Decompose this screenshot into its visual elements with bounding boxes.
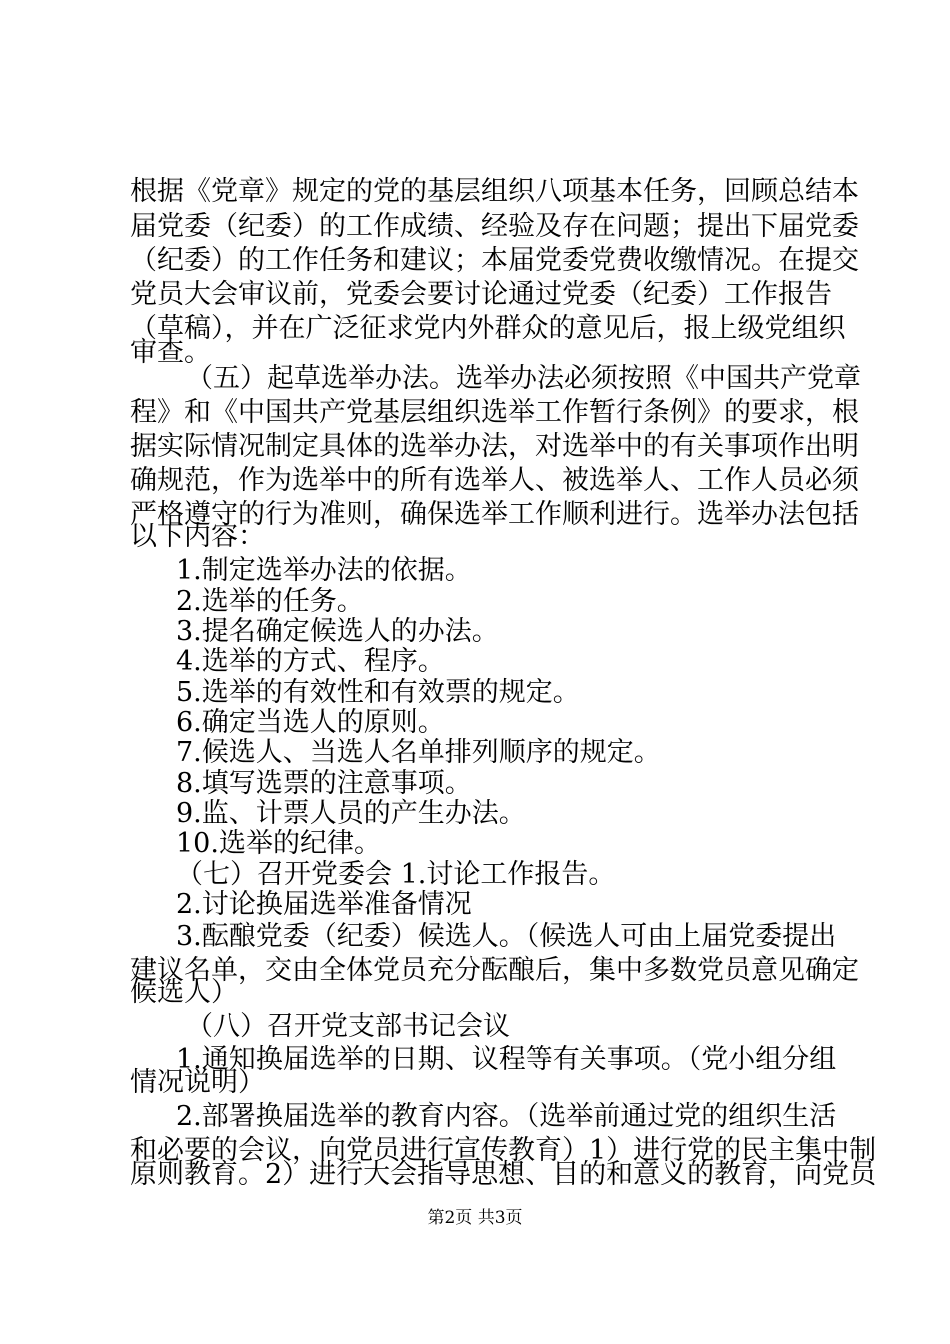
page-number-footer: 第2页 共3页 [427,1208,523,1228]
paragraph-line: 1.通知换届选举的日期、议程等有关事项。（党小组分组 [176,1044,837,1075]
list-item: 3.提名确定候选人的办法。 [176,616,499,647]
paragraph-line: （五）起草选举办法。选举办法必须按照《中国共产党章 [186,363,861,394]
list-item: 4.选举的方式、程序。 [176,646,445,677]
list-item: 2.选举的任务。 [176,586,364,617]
paragraph-line: 确规范，作为选举中的所有选举人、被选举人、工作人员必须 [130,465,859,496]
paragraph-line: 党员大会审议前，党委会要讨论通过党委（纪委）工作报告 [130,279,832,310]
section-heading: （七）召开党委会 1.讨论工作报告。 [176,859,616,890]
paragraph-line: 程》和《中国共产党基层组织选举工作暂行条例》的要求，根 [130,397,859,428]
paragraph-line: 和必要的会议，向党员进行宣传教育）1）进行党的民主集中制 [130,1135,877,1166]
list-item: 5.选举的有效性和有效票的规定。 [176,677,580,708]
list-item: 1.制定选举办法的依据。 [176,555,472,586]
paragraph-line: 据实际情况制定具体的选举办法，对选举中的有关事项作出明 [130,431,859,462]
list-item: 2.讨论换届选举准备情况 [176,889,472,920]
list-item: 7.候选人、当选人名单排列顺序的规定。 [176,737,661,768]
paragraph-line: 审查。 [130,337,211,368]
paragraph-line: 严格遵守的行为准则，确保选举工作顺利进行。选举办法包括 [130,499,859,530]
paragraph-line: 原则教育。2）进行大会指导思想、目的和意义的教育，向党员 [130,1159,877,1190]
section-heading: （八）召开党支部书记会议 [186,1011,510,1042]
paragraph-line: （纪委）的工作任务和建议；本届党委党费收缴情况。在提交 [130,245,859,276]
paragraph-line: 3.酝酿党委（纪委）候选人。（候选人可由上届党委提出 [176,921,837,952]
paragraph-line: 情况说明） [130,1067,265,1098]
paragraph-line: （草稿），并在广泛征求党内外群众的意见后，报上级党组织 [130,313,846,344]
list-item: 10.选举的纪律。 [176,828,381,859]
paragraph-line: 以下内容： [130,521,265,552]
paragraph-line: 届党委（纪委）的工作成绩、经验及存在问题；提出下届党委 [130,211,859,242]
list-item: 8.填写选票的注意事项。 [176,768,472,799]
paragraph-line: 候选人） [130,977,238,1008]
paragraph-line: 根据《党章》规定的党的基层组织八项基本任务，回顾总结本 [130,176,859,207]
list-item: 6.确定当选人的原则。 [176,707,445,738]
paragraph-line: 建议名单，交由全体党员充分酝酿后，集中多数党员意见确定 [130,955,859,986]
list-item: 9.监、计票人员的产生办法。 [176,798,526,829]
paragraph-line: 2.部署换届选举的教育内容。（选举前通过党的组织生活 [176,1101,837,1132]
